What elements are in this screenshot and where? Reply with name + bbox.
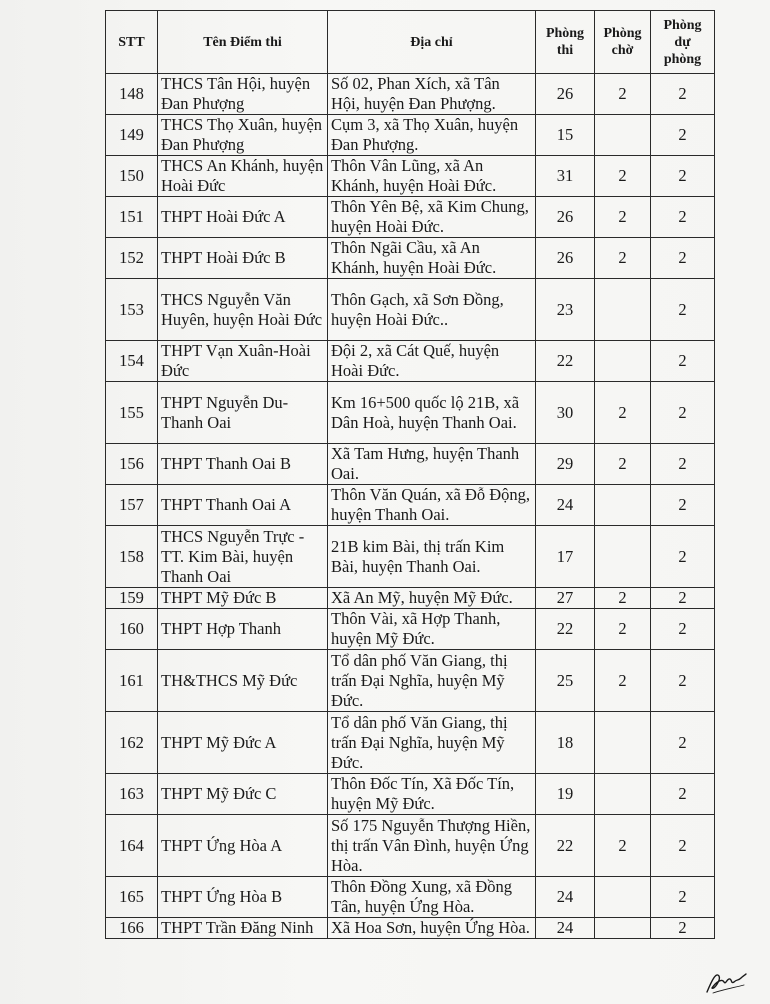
table-row — [106, 341, 715, 382]
cell-address: Đội 2, xã Cát Quế, huyện Hoài Đức. — [328, 341, 536, 382]
cell-stt: 163 — [106, 774, 158, 815]
cell-waiting-rooms — [595, 774, 651, 815]
table-row — [106, 382, 715, 444]
cell-address: Số 02, Phan Xích, xã Tân Hội, huyện Đan Phượng. — [328, 74, 536, 115]
header-name: Tên Điểm thi — [158, 11, 328, 74]
cell-waiting-rooms: 2 — [595, 156, 651, 197]
cell-reserve-rooms: 2 — [651, 279, 715, 341]
cell-reserve-rooms: 2 — [651, 877, 715, 918]
cell-address: Số 175 Nguyễn Thượng Hiền, thị trấn Vân Đình, huyện Ứng Hòa. — [328, 815, 536, 877]
cell-address: Thôn Ngãi Cầu, xã An Khánh, huyện Hoài Đức. — [328, 238, 536, 279]
cell-address: Thôn Văn Quán, xã Đỗ Động, huyện Thanh Oai. — [328, 485, 536, 526]
cell-stt: 162 — [106, 712, 158, 774]
cell-exam-rooms: 26 — [536, 197, 595, 238]
cell-reserve-rooms: 2 — [651, 918, 715, 939]
header-address: Địa chỉ — [328, 11, 536, 74]
cell-stt: 160 — [106, 609, 158, 650]
table-row — [106, 877, 715, 918]
cell-venue-name: THCS An Khánh, huyện Hoài Đức — [158, 156, 328, 197]
table-row — [106, 526, 715, 588]
cell-stt: 165 — [106, 877, 158, 918]
cell-stt: 153 — [106, 279, 158, 341]
table-row — [106, 650, 715, 712]
cell-stt: 156 — [106, 444, 158, 485]
cell-exam-rooms: 24 — [536, 877, 595, 918]
cell-exam-rooms: 26 — [536, 238, 595, 279]
cell-waiting-rooms: 2 — [595, 74, 651, 115]
cell-exam-rooms: 24 — [536, 485, 595, 526]
cell-reserve-rooms: 2 — [651, 588, 715, 609]
table-row — [106, 197, 715, 238]
cell-venue-name: THPT Mỹ Đức B — [158, 588, 328, 609]
table-row — [106, 815, 715, 877]
cell-waiting-rooms: 2 — [595, 815, 651, 877]
cell-exam-rooms: 29 — [536, 444, 595, 485]
cell-stt: 166 — [106, 918, 158, 939]
table-row — [106, 712, 715, 774]
table-row — [106, 444, 715, 485]
cell-venue-name: THPT Nguyễn Du-Thanh Oai — [158, 382, 328, 444]
cell-address: Thôn Đốc Tín, Xã Đốc Tín, huyện Mỹ Đức. — [328, 774, 536, 815]
cell-venue-name: THCS Tân Hội, huyện Đan Phượng — [158, 74, 328, 115]
cell-stt: 151 — [106, 197, 158, 238]
cell-stt: 161 — [106, 650, 158, 712]
header-reserve-rooms: Phòng dự phòng — [651, 11, 715, 74]
table-row — [106, 609, 715, 650]
cell-exam-rooms: 31 — [536, 156, 595, 197]
cell-stt: 148 — [106, 74, 158, 115]
cell-reserve-rooms: 2 — [651, 115, 715, 156]
cell-reserve-rooms: 2 — [651, 815, 715, 877]
header-stt: STT — [106, 11, 158, 74]
cell-waiting-rooms: 2 — [595, 197, 651, 238]
cell-waiting-rooms — [595, 115, 651, 156]
cell-stt: 152 — [106, 238, 158, 279]
cell-reserve-rooms: 2 — [651, 712, 715, 774]
cell-waiting-rooms — [595, 712, 651, 774]
cell-venue-name: THCS Nguyễn Văn Huyên, huyện Hoài Đức — [158, 279, 328, 341]
table-header-row — [106, 11, 715, 74]
cell-exam-rooms: 15 — [536, 115, 595, 156]
cell-waiting-rooms — [595, 279, 651, 341]
cell-reserve-rooms: 2 — [651, 485, 715, 526]
cell-exam-rooms: 27 — [536, 588, 595, 609]
cell-waiting-rooms: 2 — [595, 609, 651, 650]
cell-address: Cụm 3, xã Thọ Xuân, huyện Đan Phượng. — [328, 115, 536, 156]
cell-venue-name: THPT Thanh Oai B — [158, 444, 328, 485]
header-waiting-rooms: Phòng chờ — [595, 11, 651, 74]
cell-waiting-rooms — [595, 485, 651, 526]
cell-exam-rooms: 22 — [536, 341, 595, 382]
cell-exam-rooms: 23 — [536, 279, 595, 341]
cell-waiting-rooms — [595, 526, 651, 588]
cell-address: Thôn Đồng Xung, xã Đồng Tân, huyện Ứng Hòa. — [328, 877, 536, 918]
cell-address: 21B kim Bài, thị trấn Kim Bài, huyện Thanh Oai. — [328, 526, 536, 588]
cell-stt: 155 — [106, 382, 158, 444]
cell-exam-rooms: 30 — [536, 382, 595, 444]
table-row — [106, 918, 715, 939]
cell-waiting-rooms: 2 — [595, 444, 651, 485]
cell-address: Tổ dân phố Văn Giang, thị trấn Đại Nghĩa, huyện Mỹ Đức. — [328, 712, 536, 774]
cell-address: Thôn Yên Bệ, xã Kim Chung, huyện Hoài Đức. — [328, 197, 536, 238]
cell-waiting-rooms — [595, 341, 651, 382]
cell-venue-name: THPT Hoài Đức A — [158, 197, 328, 238]
table-row — [106, 74, 715, 115]
cell-reserve-rooms: 2 — [651, 156, 715, 197]
cell-exam-rooms: 19 — [536, 774, 595, 815]
cell-venue-name: THPT Mỹ Đức C — [158, 774, 328, 815]
cell-reserve-rooms: 2 — [651, 609, 715, 650]
cell-reserve-rooms: 2 — [651, 197, 715, 238]
cell-venue-name: TH&THCS Mỹ Đức — [158, 650, 328, 712]
cell-venue-name: THPT Thanh Oai A — [158, 485, 328, 526]
signature — [704, 966, 748, 996]
cell-exam-rooms: 24 — [536, 918, 595, 939]
cell-stt: 158 — [106, 526, 158, 588]
cell-exam-rooms: 22 — [536, 609, 595, 650]
cell-exam-rooms: 25 — [536, 650, 595, 712]
cell-exam-rooms: 17 — [536, 526, 595, 588]
cell-venue-name: THPT Mỹ Đức A — [158, 712, 328, 774]
cell-reserve-rooms: 2 — [651, 238, 715, 279]
table-row — [106, 238, 715, 279]
cell-exam-rooms: 18 — [536, 712, 595, 774]
exam-venue-table — [105, 10, 715, 939]
cell-venue-name: THPT Vạn Xuân-Hoài Đức — [158, 341, 328, 382]
cell-address: Thôn Vân Lũng, xã An Khánh, huyện Hoài Đức. — [328, 156, 536, 197]
table-row — [106, 115, 715, 156]
cell-exam-rooms: 22 — [536, 815, 595, 877]
header-exam-rooms: Phòng thi — [536, 11, 595, 74]
cell-venue-name: THPT Hoài Đức B — [158, 238, 328, 279]
cell-venue-name: THCS Thọ Xuân, huyện Đan Phượng — [158, 115, 328, 156]
cell-venue-name: THPT Hợp Thanh — [158, 609, 328, 650]
cell-stt: 154 — [106, 341, 158, 382]
cell-stt: 159 — [106, 588, 158, 609]
cell-reserve-rooms: 2 — [651, 526, 715, 588]
cell-venue-name: THPT Trần Đăng Ninh — [158, 918, 328, 939]
cell-waiting-rooms: 2 — [595, 650, 651, 712]
cell-venue-name: THPT Ứng Hòa A — [158, 815, 328, 877]
table-row — [106, 156, 715, 197]
cell-waiting-rooms — [595, 877, 651, 918]
cell-waiting-rooms — [595, 918, 651, 939]
table-row — [106, 774, 715, 815]
cell-address: Thôn Gạch, xã Sơn Đồng, huyện Hoài Đức.. — [328, 279, 536, 341]
cell-address: Thôn Vài, xã Hợp Thanh, huyện Mỹ Đức. — [328, 609, 536, 650]
cell-reserve-rooms: 2 — [651, 774, 715, 815]
cell-reserve-rooms: 2 — [651, 74, 715, 115]
cell-stt: 150 — [106, 156, 158, 197]
cell-waiting-rooms: 2 — [595, 382, 651, 444]
table-row — [106, 485, 715, 526]
cell-waiting-rooms: 2 — [595, 238, 651, 279]
cell-reserve-rooms: 2 — [651, 650, 715, 712]
cell-address: Xã Tam Hưng, huyện Thanh Oai. — [328, 444, 536, 485]
cell-stt: 149 — [106, 115, 158, 156]
cell-address: Xã Hoa Sơn, huyện Ứng Hòa. — [328, 918, 536, 939]
cell-venue-name: THCS Nguyễn Trực - TT. Kim Bài, huyện Thanh Oai — [158, 526, 328, 588]
table-row — [106, 279, 715, 341]
cell-reserve-rooms: 2 — [651, 341, 715, 382]
cell-exam-rooms: 26 — [536, 74, 595, 115]
cell-stt: 164 — [106, 815, 158, 877]
cell-address: Km 16+500 quốc lộ 21B, xã Dân Hoà, huyện Thanh Oai. — [328, 382, 536, 444]
cell-address: Xã An Mỹ, huyện Mỹ Đức. — [328, 588, 536, 609]
cell-venue-name: THPT Ứng Hòa B — [158, 877, 328, 918]
table-row — [106, 588, 715, 609]
cell-reserve-rooms: 2 — [651, 444, 715, 485]
cell-waiting-rooms: 2 — [595, 588, 651, 609]
cell-stt: 157 — [106, 485, 158, 526]
cell-address: Tổ dân phố Văn Giang, thị trấn Đại Nghĩa, huyện Mỹ Đức. — [328, 650, 536, 712]
cell-reserve-rooms: 2 — [651, 382, 715, 444]
